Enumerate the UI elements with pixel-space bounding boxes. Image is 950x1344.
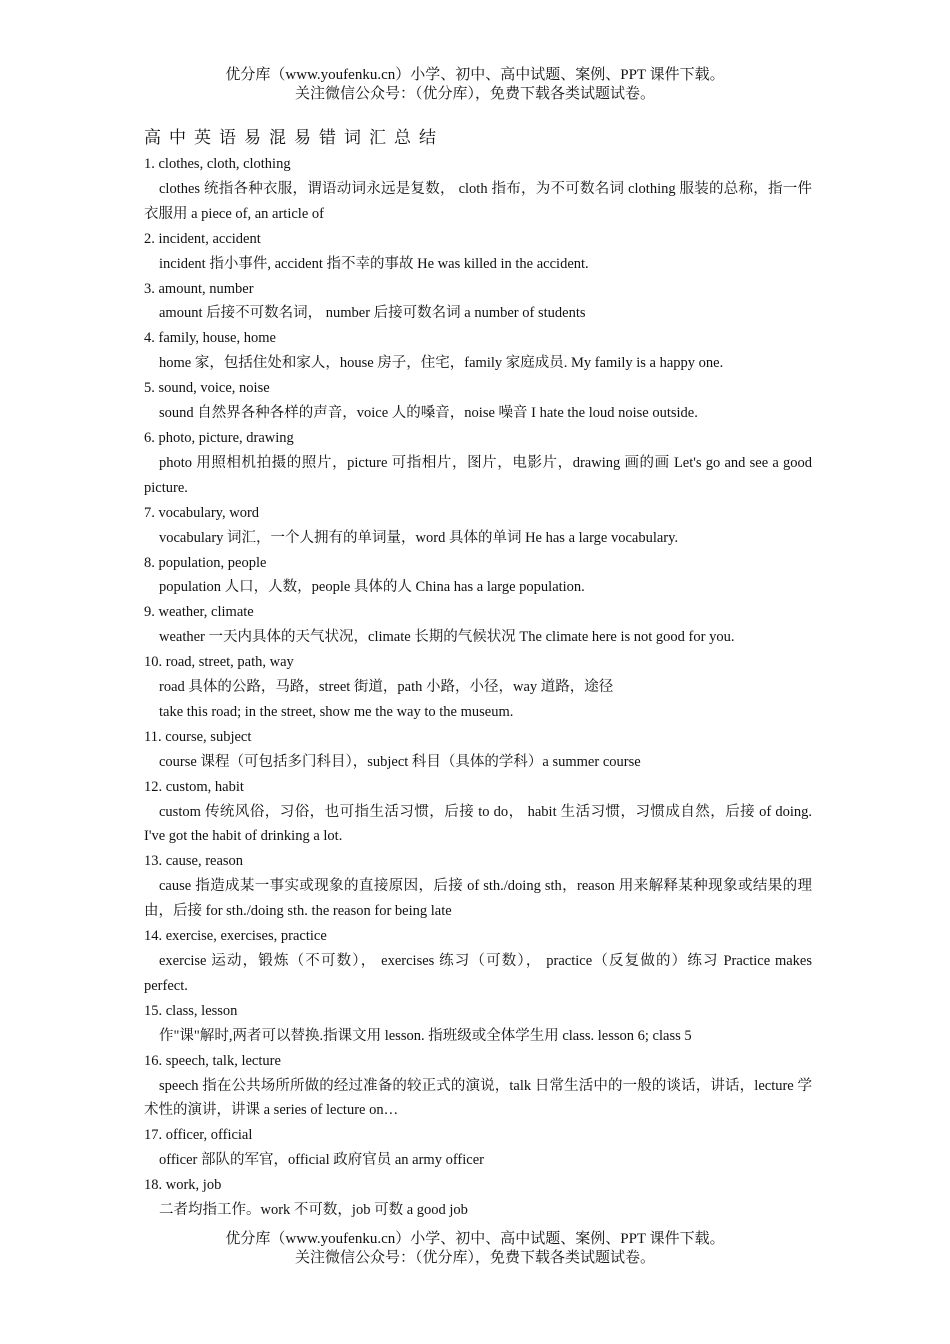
vocab-entry — [144, 1123, 812, 1173]
vocab-entry — [144, 999, 812, 1049]
vocab-entry — [144, 725, 812, 775]
entry-heading: 1. clothes, cloth, clothing — [144, 156, 291, 172]
document-title: 高中英语易混易错词汇总结 — [144, 128, 444, 148]
entry-explanation: exercise 运动，锻炼（不可数）， exercises 练习（可数）， practice（反复做的）练习 Practice makes perfect. — [144, 953, 812, 994]
entry-list — [144, 152, 812, 1223]
entry-heading: 6. photo, picture, drawing — [144, 429, 294, 446]
vocab-entry — [144, 551, 812, 601]
vocab-entry — [144, 849, 812, 924]
entry-explanation: population 人口，人数，people 具体的人 China has a large population. — [159, 579, 585, 596]
entry-heading: 2. incident, accident — [144, 230, 261, 247]
entry-explanation: cause 指造成某一事实或现象的直接原因，后接 of sth./doing sth，reason 用来解释某种现象或结果的理由，后接 for sth./doing sth. the reason for being late — [144, 878, 812, 920]
vocab-entry — [144, 227, 812, 277]
entry-explanation: 二者均指工作。work 不可数，job 可数 a good job — [159, 1202, 468, 1219]
entry-explanation: home 家，包括住处和家人，house 房子，住宅，family 家庭成员. My family is a happy one. — [159, 355, 724, 372]
entry-explanation: road 具体的公路，马路，street 街道，path 小路，小径，way 道路，途径 — [159, 679, 614, 696]
entry-heading: 12. custom, habit — [144, 778, 244, 795]
vocab-entry — [144, 650, 812, 725]
page-header — [0, 66, 950, 104]
entry-explanation: photo 用照相机拍摄的照片，picture 可指相片，图片，电影片，drawing 画的画 Let's go and see a good picture. — [144, 454, 812, 496]
vocab-entry — [144, 277, 812, 327]
vocab-entry — [144, 600, 812, 650]
entry-heading: 11. course, subject — [144, 728, 252, 745]
entry-explanation: course 课程（可包括多门科目），subject 科目（具体的学科）a summer course — [159, 753, 641, 770]
entry-explanation: vocabulary 词汇，一个人拥有的单词量，word 具体的单词 He has a large vocabulary. — [159, 529, 679, 546]
entry-heading: 5. sound, voice, noise — [144, 380, 270, 397]
entry-heading: 4. family, house, home — [144, 330, 276, 347]
vocab-entry — [144, 326, 812, 376]
entry-heading: 9. weather, climate — [144, 604, 254, 621]
vocab-entry — [144, 924, 812, 999]
entry-heading: 8. population, people — [144, 554, 267, 571]
vocab-entry — [144, 1173, 812, 1223]
vocab-entry — [144, 152, 812, 227]
entry-heading: 14. exercise, exercises, practice — [144, 928, 327, 945]
entry-explanation: officer 部队的军官，official 政府官员 an army officer — [159, 1152, 484, 1169]
document-body — [144, 124, 812, 1223]
footer-line-1: 优分库（www.youfenku.cn）小学、初中、高中试题、案例、PPT 课件下载。 — [225, 1231, 725, 1247]
vocab-entry — [144, 501, 812, 551]
page-footer — [0, 1230, 950, 1268]
entry-explanation: amount 后接不可数名词， number 后接可数名词 a number of students — [159, 305, 586, 322]
entry-explanation: incident 指小事件, accident 指不幸的事故 He was killed in the accident. — [159, 255, 589, 272]
entry-heading: 17. officer, official — [144, 1127, 253, 1144]
entry-explanation: weather 一天内具体的天气状况，climate 长期的气候状况 The climate here is not good for you. — [159, 629, 735, 646]
header-line-2: 关注微信公众号：（优分库），免费下载各类试题试卷。 — [294, 86, 655, 102]
entry-heading: 16. speech, talk, lecture — [144, 1052, 281, 1069]
entry-explanation: clothes 统指各种衣服，谓语动词永远是复数， cloth 指布，为不可数名词 clothing 服装的总称，指一件衣服用 a piece of, an article of — [144, 180, 812, 222]
entry-explanation: speech 指在公共场所所做的经过准备的较正式的演说，talk 日常生活中的一般的谈话，讲话，lecture 学术性的演讲，讲课 a series of lecture on… — [144, 1077, 812, 1119]
entry-heading: 3. amount, number — [144, 280, 254, 297]
entry-explanation: custom 传统风俗，习俗，也可指生活习惯，后接 to do， habit 生活习惯，习惯成自然，后接 of doing. I've got the habit of drinking a lot. — [144, 803, 812, 845]
entry-heading: 18. work, job — [144, 1177, 222, 1194]
vocab-entry — [144, 376, 812, 426]
vocab-entry — [144, 426, 812, 501]
entry-heading: 10. road, street, path, way — [144, 654, 294, 671]
entry-heading: 7. vocabulary, word — [144, 504, 260, 521]
vocab-entry — [144, 1049, 812, 1124]
header-line-1: 优分库（www.youfenku.cn）小学、初中、高中试题、案例、PPT 课件下载。 — [225, 67, 725, 83]
footer-line-2: 关注微信公众号：（优分库），免费下载各类试题试卷。 — [294, 1250, 655, 1266]
entry-explanation: sound 自然界各种各样的声音，voice 人的嗓音，noise 噪音 I hate the loud noise outside. — [159, 405, 698, 422]
entry-heading: 15. class, lesson — [144, 1002, 238, 1019]
entry-heading: 13. cause, reason — [144, 853, 244, 870]
entry-explanation: 作"课"解时,两者可以替换.指课文用 lesson. 指班级或全体学生用 class. lesson 6; class 5 — [159, 1027, 692, 1044]
entry-explanation: take this road; in the street, show me the way to the museum. — [159, 703, 514, 720]
vocab-entry — [144, 775, 812, 850]
